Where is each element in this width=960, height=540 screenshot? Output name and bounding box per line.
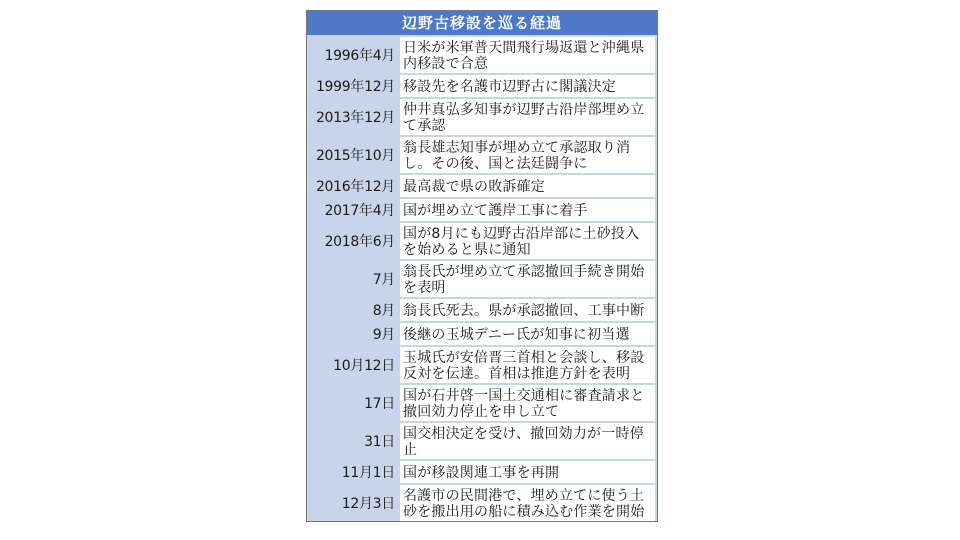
row-event: 日米が米軍普天間飛行場返還と沖縄県内移設で合意 (400, 37, 655, 73)
row-event: 翁長雄志知事が埋め立て承認取り消し。その後、国と法廷闘争に (400, 137, 655, 173)
timeline-row (307, 323, 657, 345)
row-date: 31日 (307, 423, 398, 459)
timeline-table (306, 10, 658, 522)
row-date: 11月1日 (307, 461, 398, 483)
table-title: 辺野古移設を巡る経過 (307, 11, 657, 35)
timeline-row (307, 385, 657, 421)
row-date: 2015年10月 (307, 137, 398, 173)
timeline-row (307, 137, 657, 173)
row-date: 12月3日 (307, 485, 398, 521)
row-date: 1996年4月 (307, 37, 398, 73)
timeline-row (307, 461, 657, 483)
timeline-row (307, 423, 657, 459)
row-date: 10月12日 (307, 347, 398, 383)
row-date: 2018年6月 (307, 223, 398, 259)
row-event: 翁長氏死去。県が承認撤回、工事中断 (400, 299, 655, 321)
timeline-row (307, 261, 657, 297)
row-date: 7月 (307, 261, 398, 297)
timeline-row (307, 299, 657, 321)
row-event: 移設先を名護市辺野古に閣議決定 (400, 75, 655, 97)
timeline-row (307, 99, 657, 135)
row-event: 後継の玉城デニー氏が知事に初当選 (400, 323, 655, 345)
timeline-row (307, 347, 657, 383)
row-event: 国が移設関連工事を再開 (400, 461, 655, 483)
row-event: 国が石井啓一国土交通相に審査請求と撤回効力停止を申し立て (400, 385, 655, 421)
row-date: 2016年12月 (307, 175, 398, 197)
row-event: 国が埋め立て護岸工事に着手 (400, 199, 655, 221)
row-date: 8月 (307, 299, 398, 321)
timeline-rows (307, 35, 657, 521)
timeline-row (307, 175, 657, 197)
row-date: 2013年12月 (307, 99, 398, 135)
row-event: 国が8月にも辺野古沿岸部に土砂投入を始めると県に通知 (400, 223, 655, 259)
row-event: 翁長氏が埋め立て承認撤回手続き開始を表明 (400, 261, 655, 297)
row-event: 最高裁で県の敗訴確定 (400, 175, 655, 197)
row-event: 国交相決定を受け、撤回効力が一時停止 (400, 423, 655, 459)
timeline-row (307, 223, 657, 259)
row-date: 2017年4月 (307, 199, 398, 221)
timeline-row (307, 199, 657, 221)
row-date: 9月 (307, 323, 398, 345)
timeline-row (307, 37, 657, 73)
timeline-row (307, 75, 657, 97)
row-event: 仲井真弘多知事が辺野古沿岸部埋め立て承認 (400, 99, 655, 135)
row-event: 名護市の民間港で、埋め立てに使う土砂を搬出用の船に積み込む作業を開始 (400, 485, 655, 521)
row-date: 17日 (307, 385, 398, 421)
row-date: 1999年12月 (307, 75, 398, 97)
timeline-row (307, 485, 657, 521)
row-event: 玉城氏が安倍晋三首相と会談し、移設反対を伝達。首相は推進方針を表明 (400, 347, 655, 383)
